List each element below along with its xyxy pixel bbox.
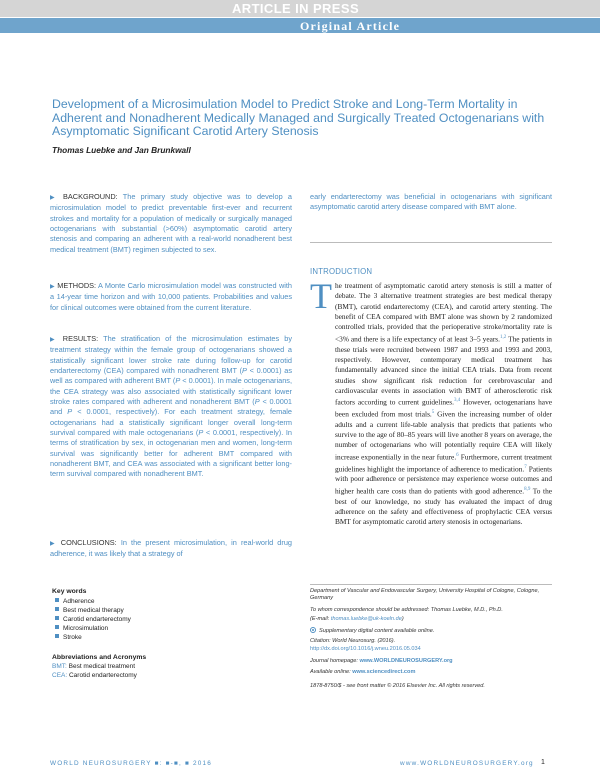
introduction-paragraph: he treatment of asymptomatic carotid artery stenosis is still a matter of debate. The 3 alternative treatment strategies are best medical therapy (BMT), carotid endarterectomy (CEA), and carotid artery stenting. The benefit of CEA compared with BMT alone was shown by 2 randomized controlled trials, provided that the perioperative stroke/mortality rate is <3% and there is a life expectancy of at least 3–5 years.$^{1,2}$ The patients in these trials were recruited between 1987 and 1993 and 1993 and 2003, respectively. However, contemporary medical treatment has fundamentally advanced since the initial CEA trials. Data from recent studies show significant risk reduction for cerebrovascular and cardiovascular events in association with BMT of atherosclerotic risk factors according to current guidelines.$^{3,4}$ However, octogenarians have been excluded from most trials.$^5$ Given the increasing number of older adults and a current life-table analysis that predicts that patients who survive to the age of 80–85 years will live another 8 years on average, the number of octogenarians who will potentially require CEA will likely increase exponentially in the near future.$^6$ Furthermore, current treatment guidelines highlight the importance of adherence to medication.$^7$ Patients with poor adherence or persistence may experience worse outcomes and higher health care costs than do patients with good adherence.$^{8,9}$ To the best of our knowledge, no study has evaluated the impact of drug adherence on the safety and effectiveness of prophylactic CEA versus BMT for asymptomatic carotid artery stenosis in octogenarians. [335, 281, 553, 527]
supplementary-icon [310, 627, 316, 633]
citation: Citation: World Neurosurg. (2016). [310, 638, 396, 644]
affiliation: Department of Vascular and Endovascular Surgery, University Hospital of Cologne, Cologne, Germany [310, 588, 540, 602]
abstract-conclusions-continued: early endarterectomy was beneficial in octogenarians with significant asymptomatic carotid artery disease compared with BMT alone. [310, 192, 552, 212]
keyword-item: Stroke [55, 634, 82, 641]
abstract-background: ▶ BACKGROUND: The primary study objective was to develop a microsimulation model to predict preventable first-ever and recurrent strokes and mortality for a population of medically or surgically managed octogenarians with substantial (>60%) asymptomatic carotid artery stenosis and comparing an adherent with a real-world nonadherent best medical treatment (BMT) regimen subjected to sex. [50, 192, 292, 254]
supplementary-line: Supplementary digital content available online. [310, 627, 560, 635]
keywords-heading: Key words [52, 588, 87, 595]
section-divider [310, 242, 552, 243]
correspondence: To whom correspondence should be addressed: Thomas Luebke, M.D., Ph.D. [310, 607, 503, 613]
available-line: Available online: www.sciencedirect.com [310, 669, 416, 675]
abstract-methods: ▶ METHODS: A Monte Carlo microsimulation model was constructed with a 14-year time horizon and with 10,000 patients. Probabilities and values for clinical outcomes were obtained from the current literature. [50, 281, 293, 312]
page-number: 1 [541, 759, 545, 766]
keyword-item: Carotid endarterectomy [55, 616, 131, 623]
abstract-results: ▶ RESULTS: The stratification of the microsimulation estimates by treatment strategy within the female group of octogenarians showed a statistically significant lower stroke rate during follow-up for carotid endarterectomy (CEA) compared with nonadherent BMT (P < 0.0001) as well as compared with adherent BMT (P < 0.0001). In male octogenarians, the CEA strategy was also associated with statistically significant lower stroke rates compared with adherent and nonadherent BMT (P < 0.0001 and P < 0.0001, respectively). For each treatment strategy, female octogenarians had a statistically significant longer overall long-term survival compared with male octogenarians (P < 0.0001, respectively). In terms of stratification by sex, in octogenarian men and women, long-term survival was significantly better for adherent BMT compared with nonadherent BMT, and CEA was associated with a significant better long-term survival compared with nonadherent BMT. [50, 334, 293, 479]
keyword-item: Microsimulation [55, 625, 108, 632]
doi-line [310, 646, 560, 653]
article-in-press-label: ARTICLE IN PRESS [232, 1, 360, 16]
footer-journal: WORLD NEUROSURGERY ■: ■-■, ■ 2016 [50, 760, 213, 767]
info-divider [310, 584, 552, 585]
doi-link[interactable]: http://dx.doi.org/10.1016/j.wneu.2016.05.034 [310, 646, 421, 652]
article-title: Development of a Microsimulation Model to Predict Stroke and Long-Term Mortality in Adherent and Nonadherent Medically Managed and Surgically Treated Octogenarians with Asymptomatic Significant Carotid Artery Stenosis [52, 97, 545, 139]
authors: Thomas Luebke and Jan Brunkwall [52, 145, 191, 155]
footer-website[interactable]: www.WORLDNEUROSURGERY.org [400, 760, 534, 767]
drop-cap: T [310, 276, 332, 316]
email-line: (E-mail: thomas.luebke@uk-koeln.de) [310, 616, 404, 622]
abbreviations-heading: Abbreviations and Acronyms [52, 654, 147, 661]
article-type-label: Original Article [300, 19, 401, 33]
sciencedirect-link[interactable]: www.sciencedirect.com [352, 669, 416, 675]
introduction-heading: INTRODUCTION [310, 267, 373, 276]
keyword-item: Adherence [55, 598, 94, 605]
abstract-conclusions: ▶ CONCLUSIONS: In the present microsimulation, in real-world drug adherence, it was likely that a strategy of [50, 538, 292, 559]
abbreviation-item: BMT: Best medical treatment [52, 663, 136, 670]
abbreviation-item: CEA: Carotid endarterectomy [52, 672, 137, 679]
homepage-link[interactable]: www.WORLDNEUROSURGERY.org [359, 658, 453, 664]
keyword-item: Best medical therapy [55, 607, 124, 614]
email-link[interactable]: thomas.luebke@uk-koeln.de [330, 616, 402, 622]
homepage-line: Journal homepage: www.WORLDNEUROSURGERY.org [310, 658, 453, 664]
copyright: 1878-8750/$ - see front matter © 2016 Elsevier Inc. All rights reserved. [310, 683, 485, 689]
